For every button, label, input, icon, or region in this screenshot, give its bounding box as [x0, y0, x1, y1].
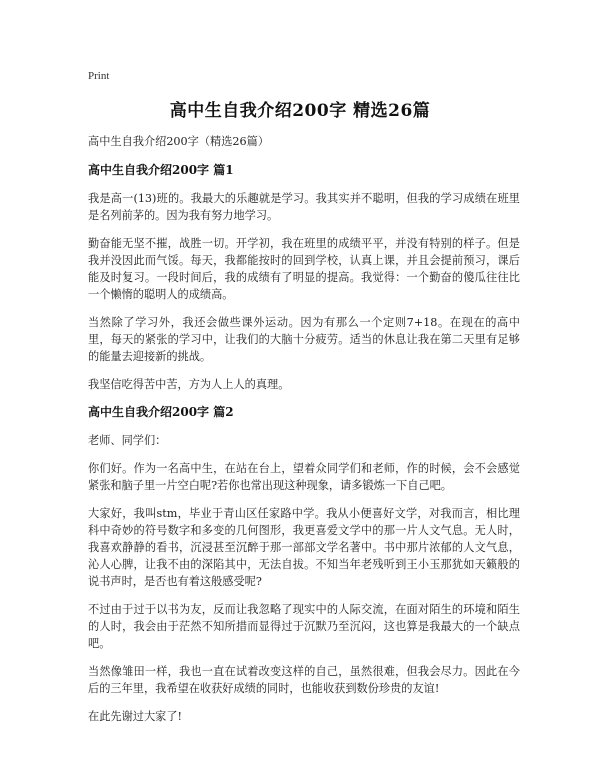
- paragraph: 我是高一(13)班的。我最大的乐趣就是学习。我其实并不聪明，但我的学习成绩在班里是名列前茅的。因为我有努力地学习。: [88, 192, 520, 222]
- paragraph: 我坚信吃得苦中苦，方为人上人的真理。: [88, 378, 290, 391]
- document-body: [88, 133, 520, 736]
- paragraph: 当然除了学习外，我还会做些课外运动。因为有那么一个定则7+18。在现在的高中里，每天的紧张的学习中，让我们的大脑十分疲劳。适当的休息让我在第二天里有足够的能量去迎接新的挑战。: [88, 316, 520, 363]
- print-label[interactable]: Print: [88, 70, 110, 82]
- document-subtitle: 高中生自我介绍200字（精选26篇）: [88, 135, 270, 148]
- paragraph: 大家好，我叫stm，毕业于青山区任家路中学。我从小便喜好文学，对我而言，相比理科中奇妙的符号数字和多变的几何图形，我更喜爱文学中的那一片人文气息。无人时，我喜欢静静的看书，沉浸甚至沉醉于那一部部文学名著中。书中那片浓郁的人文气息，沁人心脾，让我不由的深陷其中，无法自拔。不知当年老残听到王小玉那犹如天籁般的说书声时，是否也有着这般感受呢?: [88, 507, 520, 588]
- paragraph: 勤奋能无坚不摧，战胜一切。开学初，我在班里的成绩平平，并没有特别的样子。但是我并没因此而气馁。每天，我都能按时的回到学校，认真上课，并且会提前预习，课后能及时复习。一段时间后，我的成绩有了明显的提高。我觉得：一个勤奋的傻瓜往往比一个懒惰的聪明人的成绩高。: [88, 237, 520, 301]
- section-heading-1: 高中生自我介绍200字 篇1: [88, 163, 234, 177]
- paragraph: 你们好。作为一名高中生，在站在台上，望着众同学们和老师，作的时候，会不会感觉紧张和脑子里一片空白呢?若你也常出现这种现象，请多锻炼一下自己吧。: [88, 462, 520, 492]
- paragraph: 当然像雏田一样，我也一直在试着改变这样的自己，虽然很难，但我会尽力。因此在今后的三年里，我希望在收获好成绩的同时，也能收获到数份珍贵的友谊!: [88, 665, 520, 695]
- paragraph: 在此先谢过大家了!: [88, 710, 182, 723]
- section-heading-2: 高中生自我介绍200字 篇2: [88, 405, 234, 419]
- page-title: 高中生自我介绍200字 精选26篇: [169, 101, 431, 121]
- paragraph: 不过由于过于以书为友，反而让我忽略了现实中的人际交流，在面对陌生的环境和陌生的人时，我会由于茫然不知所措而显得过于沉默乃至沉闷，这也算是我最大的一个缺点吧。: [88, 603, 520, 650]
- paragraph: 老师、同学们：: [88, 434, 167, 447]
